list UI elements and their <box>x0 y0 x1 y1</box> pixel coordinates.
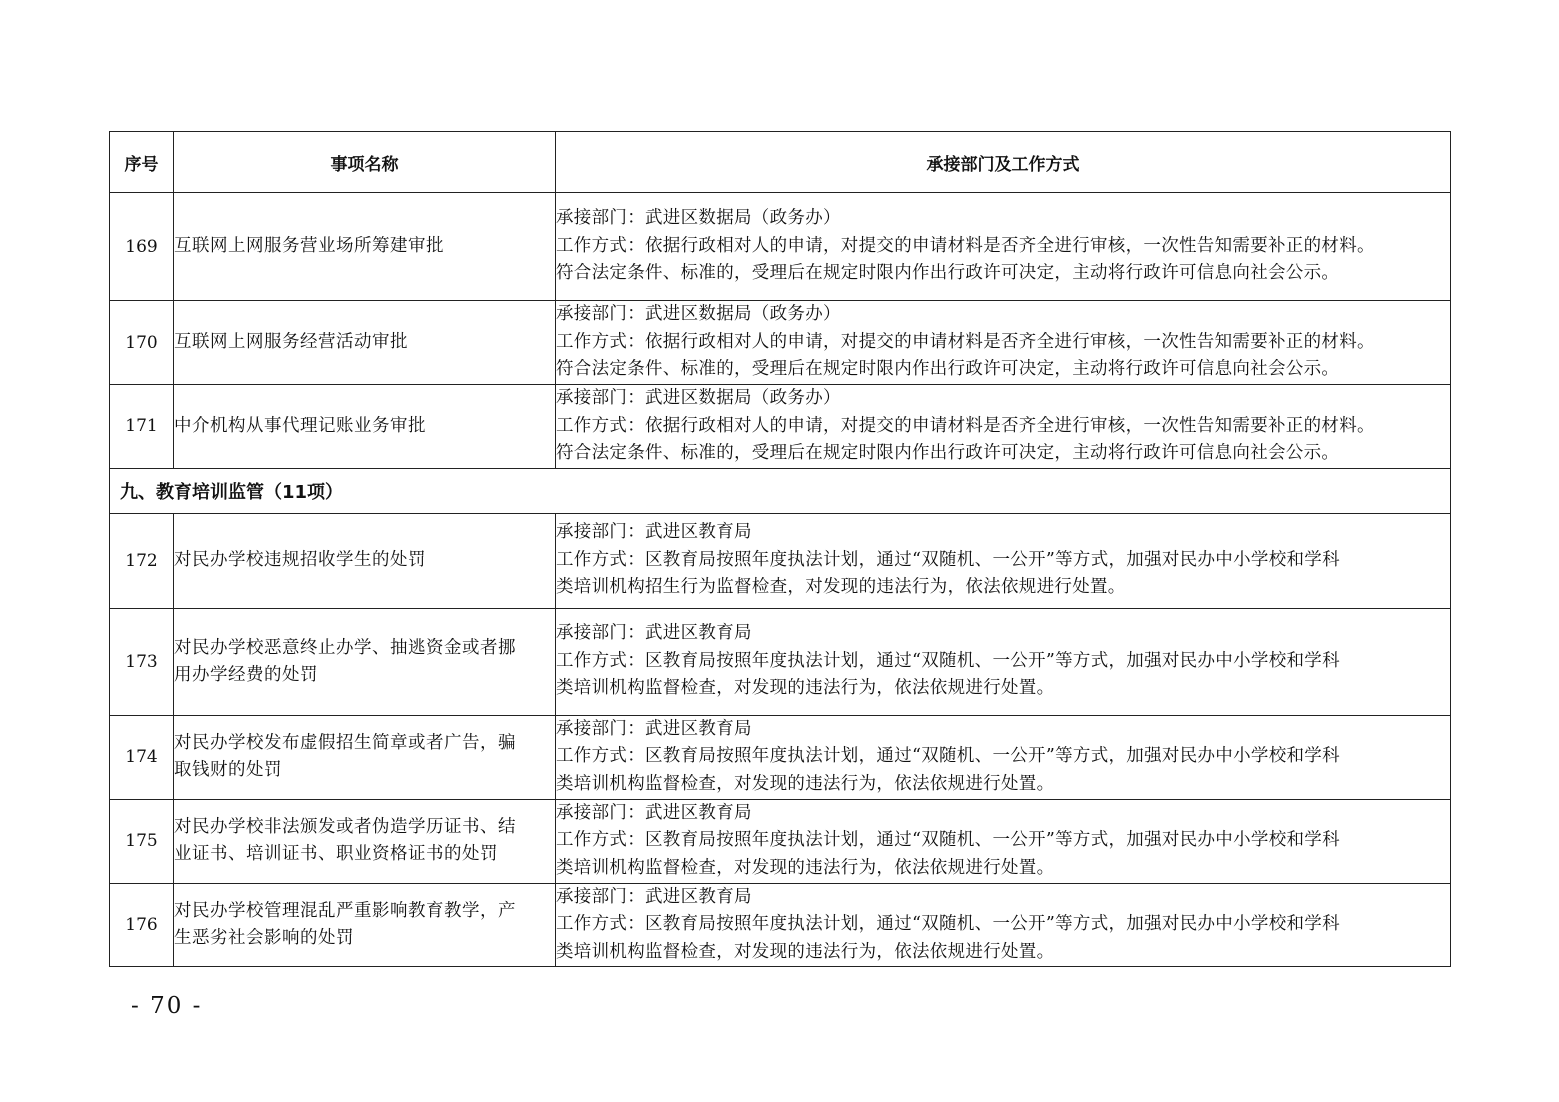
detail-line: 工作方式：区教育局按照年度执法计划，通过“双随机、一公开”等方式，加强对民办中小学校和学科 <box>556 746 1340 767</box>
row-item-name <box>174 883 556 967</box>
detail-line: 类培训机构招生行为监督检查，对发现的违法行为，依法依规进行处置。 <box>556 577 1126 598</box>
detail-line: 工作方式：区教育局按照年度执法计划，通过“双随机、一公开”等方式，加强对民办中小学校和学科 <box>556 650 1340 671</box>
detail-line: 承接部门：武进区教育局 <box>556 623 752 644</box>
section-title: 九、教育培训监管（11项） <box>110 468 1451 513</box>
table-row <box>110 301 1451 385</box>
detail-line: 工作方式：区教育局按照年度执法计划，通过“双随机、一公开”等方式，加强对民办中小学校和学科 <box>556 549 1340 570</box>
row-item-name <box>174 608 556 715</box>
page-number: - 70 - <box>131 993 203 1019</box>
row-item-name <box>174 193 556 301</box>
detail-line: 类培训机构监督检查，对发现的违法行为，依法依规进行处置。 <box>556 857 1055 878</box>
item-name-line: 用办学经费的处罚 <box>174 664 318 685</box>
row-department-method <box>556 385 1451 469</box>
detail-line: 类培训机构监督检查，对发现的违法行为，依法依规进行处置。 <box>556 941 1055 962</box>
row-department-method <box>556 883 1451 967</box>
item-name-line: 生恶劣社会影响的处罚 <box>174 927 354 948</box>
detail-line: 承接部门：武进区教育局 <box>556 802 752 823</box>
detail-line: 承接部门：武进区数据局（政务办） <box>556 304 841 325</box>
item-name-line: 对民办学校发布虚假招生简章或者广告，骗 <box>174 733 516 753</box>
table-row <box>110 385 1451 469</box>
row-department-method <box>556 799 1451 883</box>
item-name-line: 对民办学校非法颁发或者伪造学历证书、结 <box>174 817 516 837</box>
row-serial: 176 <box>110 883 174 967</box>
detail-line: 承接部门：武进区数据局（政务办） <box>556 388 841 408</box>
row-department-method <box>556 608 1451 715</box>
detail-line: 工作方式：依据行政相对人的申请，对提交的申请材料是否齐全进行审核，一次性告知需要补正的材料。 <box>556 415 1375 436</box>
detail-line: 承接部门：武进区教育局 <box>556 886 752 907</box>
row-item-name <box>174 513 556 608</box>
row-serial: 175 <box>110 799 174 883</box>
header-item-name: 事项名称 <box>174 132 556 193</box>
item-name-line: 取钱财的处罚 <box>174 760 282 780</box>
detail-line: 承接部门：武进区教育局 <box>556 522 752 543</box>
row-serial: 173 <box>110 608 174 715</box>
detail-line: 工作方式：依据行政相对人的申请，对提交的申请材料是否齐全进行审核，一次性告知需要补正的材料。 <box>556 331 1375 352</box>
row-department-method <box>556 301 1451 385</box>
detail-line: 承接部门：武进区教育局 <box>556 718 752 739</box>
item-name-line: 业证书、培训证书、职业资格证书的处罚 <box>174 844 498 864</box>
table-row <box>110 799 1451 883</box>
item-name-line: 对民办学校管理混乱严重影响教育教学，产 <box>174 900 516 921</box>
row-department-method <box>556 193 1451 301</box>
detail-line: 承接部门：武进区数据局（政务办） <box>556 208 841 229</box>
row-item-name <box>174 799 556 883</box>
row-serial: 174 <box>110 715 174 799</box>
detail-line: 符合法定条件、标准的，受理后在规定时限内作出行政许可决定，主动将行政许可信息向社会公示。 <box>556 443 1340 463</box>
item-name-line: 互联网上网服务营业场所筹建审批 <box>174 236 444 256</box>
detail-line: 符合法定条件、标准的，受理后在规定时限内作出行政许可决定，主动将行政许可信息向社会公示。 <box>556 263 1340 284</box>
item-name-line: 对民办学校恶意终止办学、抽逃资金或者挪 <box>174 637 516 658</box>
table-row <box>110 193 1451 301</box>
table-header-row <box>110 132 1451 193</box>
item-name-line: 对民办学校违规招收学生的处罚 <box>174 550 426 570</box>
row-item-name <box>174 301 556 385</box>
detail-line: 工作方式：区教育局按照年度执法计划，通过“双随机、一公开”等方式，加强对民办中小学校和学科 <box>556 914 1340 934</box>
section-row <box>110 468 1451 513</box>
detail-line: 符合法定条件、标准的，受理后在规定时限内作出行政许可决定，主动将行政许可信息向社会公示。 <box>556 359 1340 380</box>
row-item-name <box>174 715 556 799</box>
detail-line: 工作方式：区教育局按照年度执法计划，通过“双随机、一公开”等方式，加强对民办中小学校和学科 <box>556 830 1340 851</box>
items-table <box>109 131 1451 967</box>
table-row <box>110 883 1451 967</box>
row-serial: 169 <box>110 193 174 301</box>
row-serial: 171 <box>110 385 174 469</box>
row-serial: 170 <box>110 301 174 385</box>
header-serial: 序号 <box>110 132 174 193</box>
table-row <box>110 715 1451 799</box>
table-row <box>110 608 1451 715</box>
row-serial: 172 <box>110 513 174 608</box>
detail-line: 类培训机构监督检查，对发现的违法行为，依法依规进行处置。 <box>556 678 1055 699</box>
item-name-line: 互联网上网服务经营活动审批 <box>174 332 408 352</box>
row-department-method <box>556 715 1451 799</box>
header-department-method: 承接部门及工作方式 <box>556 132 1451 193</box>
row-item-name <box>174 385 556 469</box>
detail-line: 工作方式：依据行政相对人的申请，对提交的申请材料是否齐全进行审核，一次性告知需要补正的材料。 <box>556 235 1375 256</box>
detail-line: 类培训机构监督检查，对发现的违法行为，依法依规进行处置。 <box>556 773 1055 794</box>
table-row <box>110 513 1451 608</box>
row-department-method <box>556 513 1451 608</box>
item-name-line: 中介机构从事代理记账业务审批 <box>174 415 426 436</box>
